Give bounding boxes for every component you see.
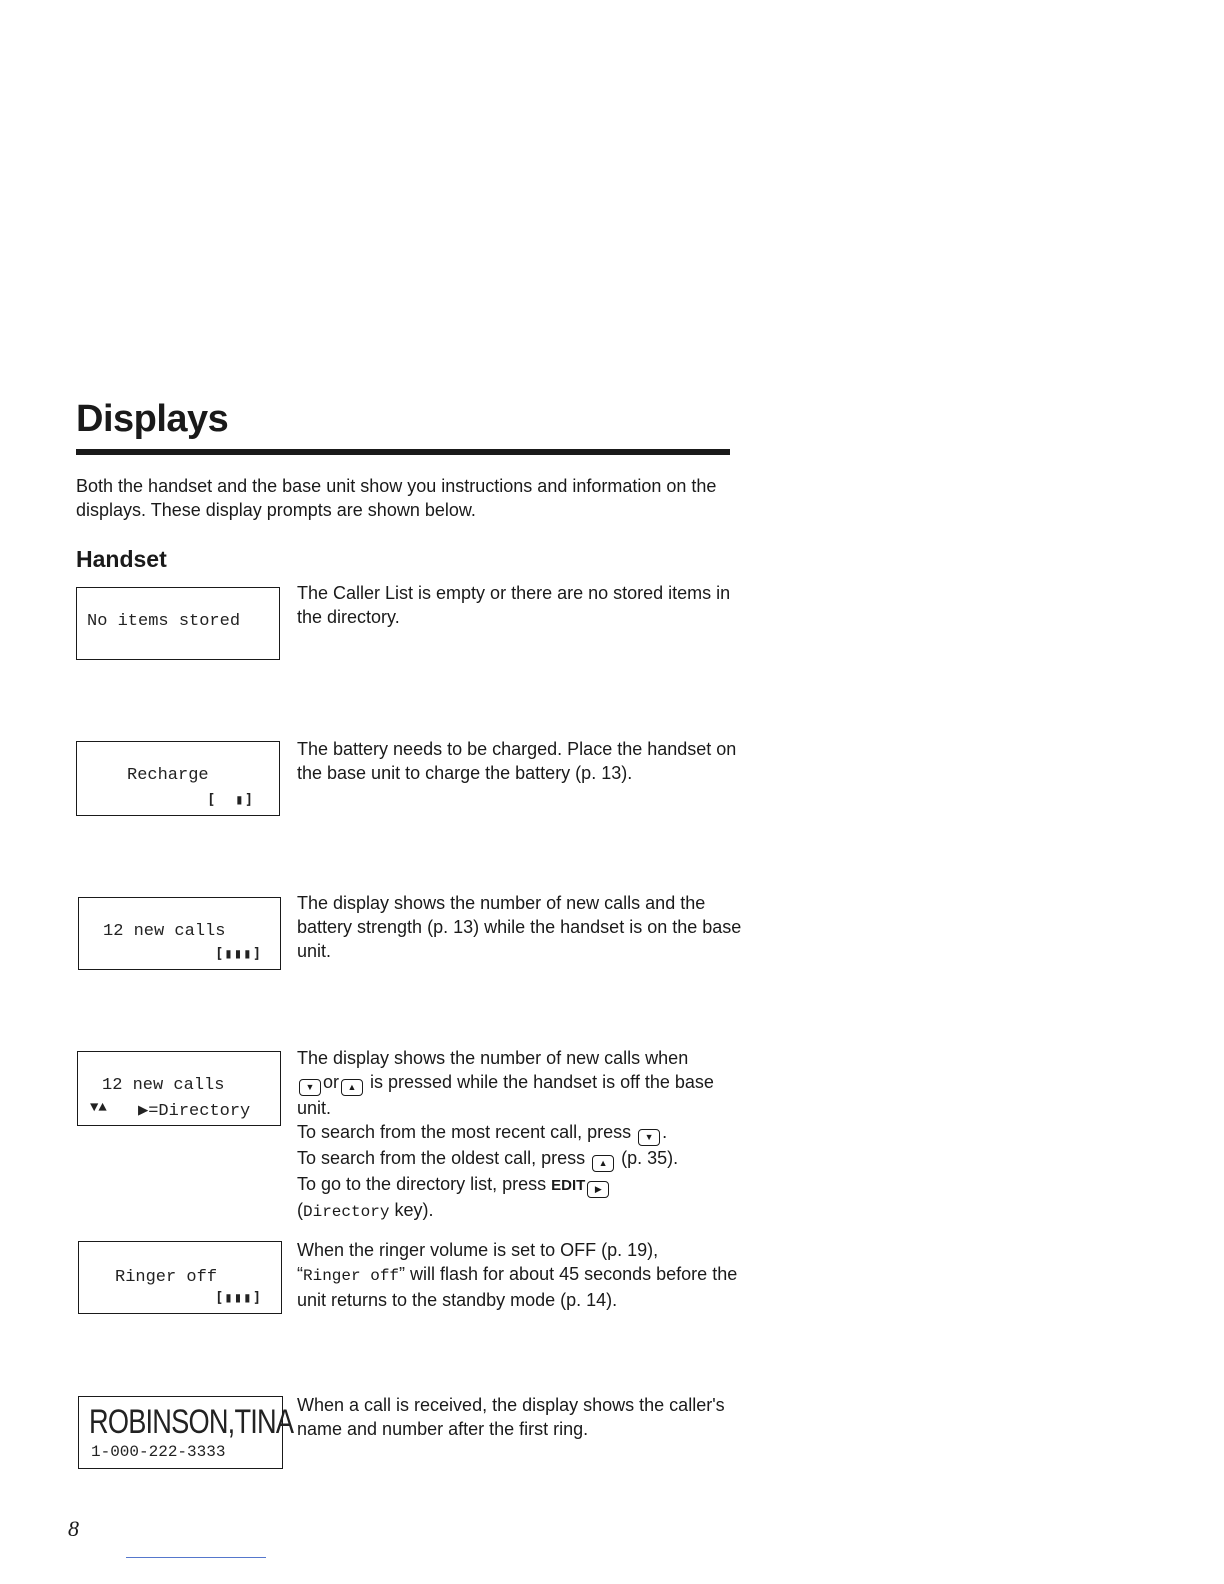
lcd-ringer-off xyxy=(78,1241,282,1314)
desc-new-calls-off-base xyxy=(297,1046,747,1224)
lcd-line: No items stored xyxy=(87,612,241,631)
desc-ringer-off xyxy=(297,1238,747,1312)
lcd-no-items xyxy=(76,587,280,660)
desc-no-items: The Caller List is empty or there are no stored items in the directory. xyxy=(297,583,731,627)
lcd-line: Recharge xyxy=(127,766,209,785)
lcd-new-calls-off-base xyxy=(77,1051,281,1126)
desc-paragraph: (Directory key). xyxy=(297,1200,434,1221)
battery-full-icon: [▮▮▮] xyxy=(215,1290,263,1306)
lcd-line: 12 new calls xyxy=(103,922,226,941)
caller-number: 1-000-222-3333 xyxy=(91,1443,226,1461)
desc-recharge: The battery needs to be charged. Place the handset on the base unit to charge the battery (p. 13). xyxy=(297,739,737,783)
scroll-arrows-icon: ▼▲ xyxy=(90,1100,107,1116)
right-arrow-key-icon: ▶ xyxy=(587,1181,609,1198)
desc-paragraph: To go to the directory list, press EDIT ▶ xyxy=(297,1172,747,1198)
desc-paragraph: To search from the oldest call, press ▲ (p. 35). xyxy=(297,1146,747,1172)
desc-paragraph: The display shows the number of new calls when ▼ or ▲ is pressed while the handset is off the base unit. xyxy=(297,1048,714,1118)
title-rule xyxy=(76,449,730,455)
edit-key-label: EDIT xyxy=(551,1177,586,1194)
page-number: 8 xyxy=(68,1516,79,1541)
section-heading-handset: Handset xyxy=(76,546,167,572)
lcd-line-directory: ▶=Directory xyxy=(138,1102,251,1121)
up-arrow-key-icon: ▲ xyxy=(341,1079,363,1096)
battery-full-icon: [▮▮▮] xyxy=(215,946,263,962)
desc-caller-id: When a call is received, the display shows the caller's name and number after the first ring. xyxy=(297,1395,725,1439)
lcd-recharge xyxy=(76,741,280,816)
down-arrow-key-icon: ▼ xyxy=(299,1079,321,1096)
page-title: Displays xyxy=(76,398,229,440)
lcd-line: 12 new calls xyxy=(102,1076,225,1095)
up-arrow-key-icon: ▲ xyxy=(592,1155,614,1172)
down-arrow-key-icon: ▼ xyxy=(638,1129,660,1146)
caller-name: ROBINSON,TINA xyxy=(89,1403,294,1441)
desc-paragraph: When the ringer volume is set to OFF (p. 19), “Ringer off” will flash for about 45 seconds before the unit returns to the standby mode (p. 14). xyxy=(297,1240,738,1310)
footer-line xyxy=(126,1557,266,1558)
battery-low-icon: [ ▮] xyxy=(207,792,255,808)
intro-text: Both the handset and the base unit show you instructions and information on the displays. These display prompts are shown below. xyxy=(76,476,717,520)
desc-paragraph: To search from the most recent call, press ▼ . xyxy=(297,1120,747,1146)
lcd-new-calls-on-base xyxy=(78,897,281,970)
lcd-line: Ringer off xyxy=(115,1268,218,1287)
desc-new-calls-on-base: The display shows the number of new calls and the battery strength (p. 13) while the handset is on the base unit. xyxy=(297,893,742,961)
lcd-caller-id xyxy=(78,1396,294,1469)
